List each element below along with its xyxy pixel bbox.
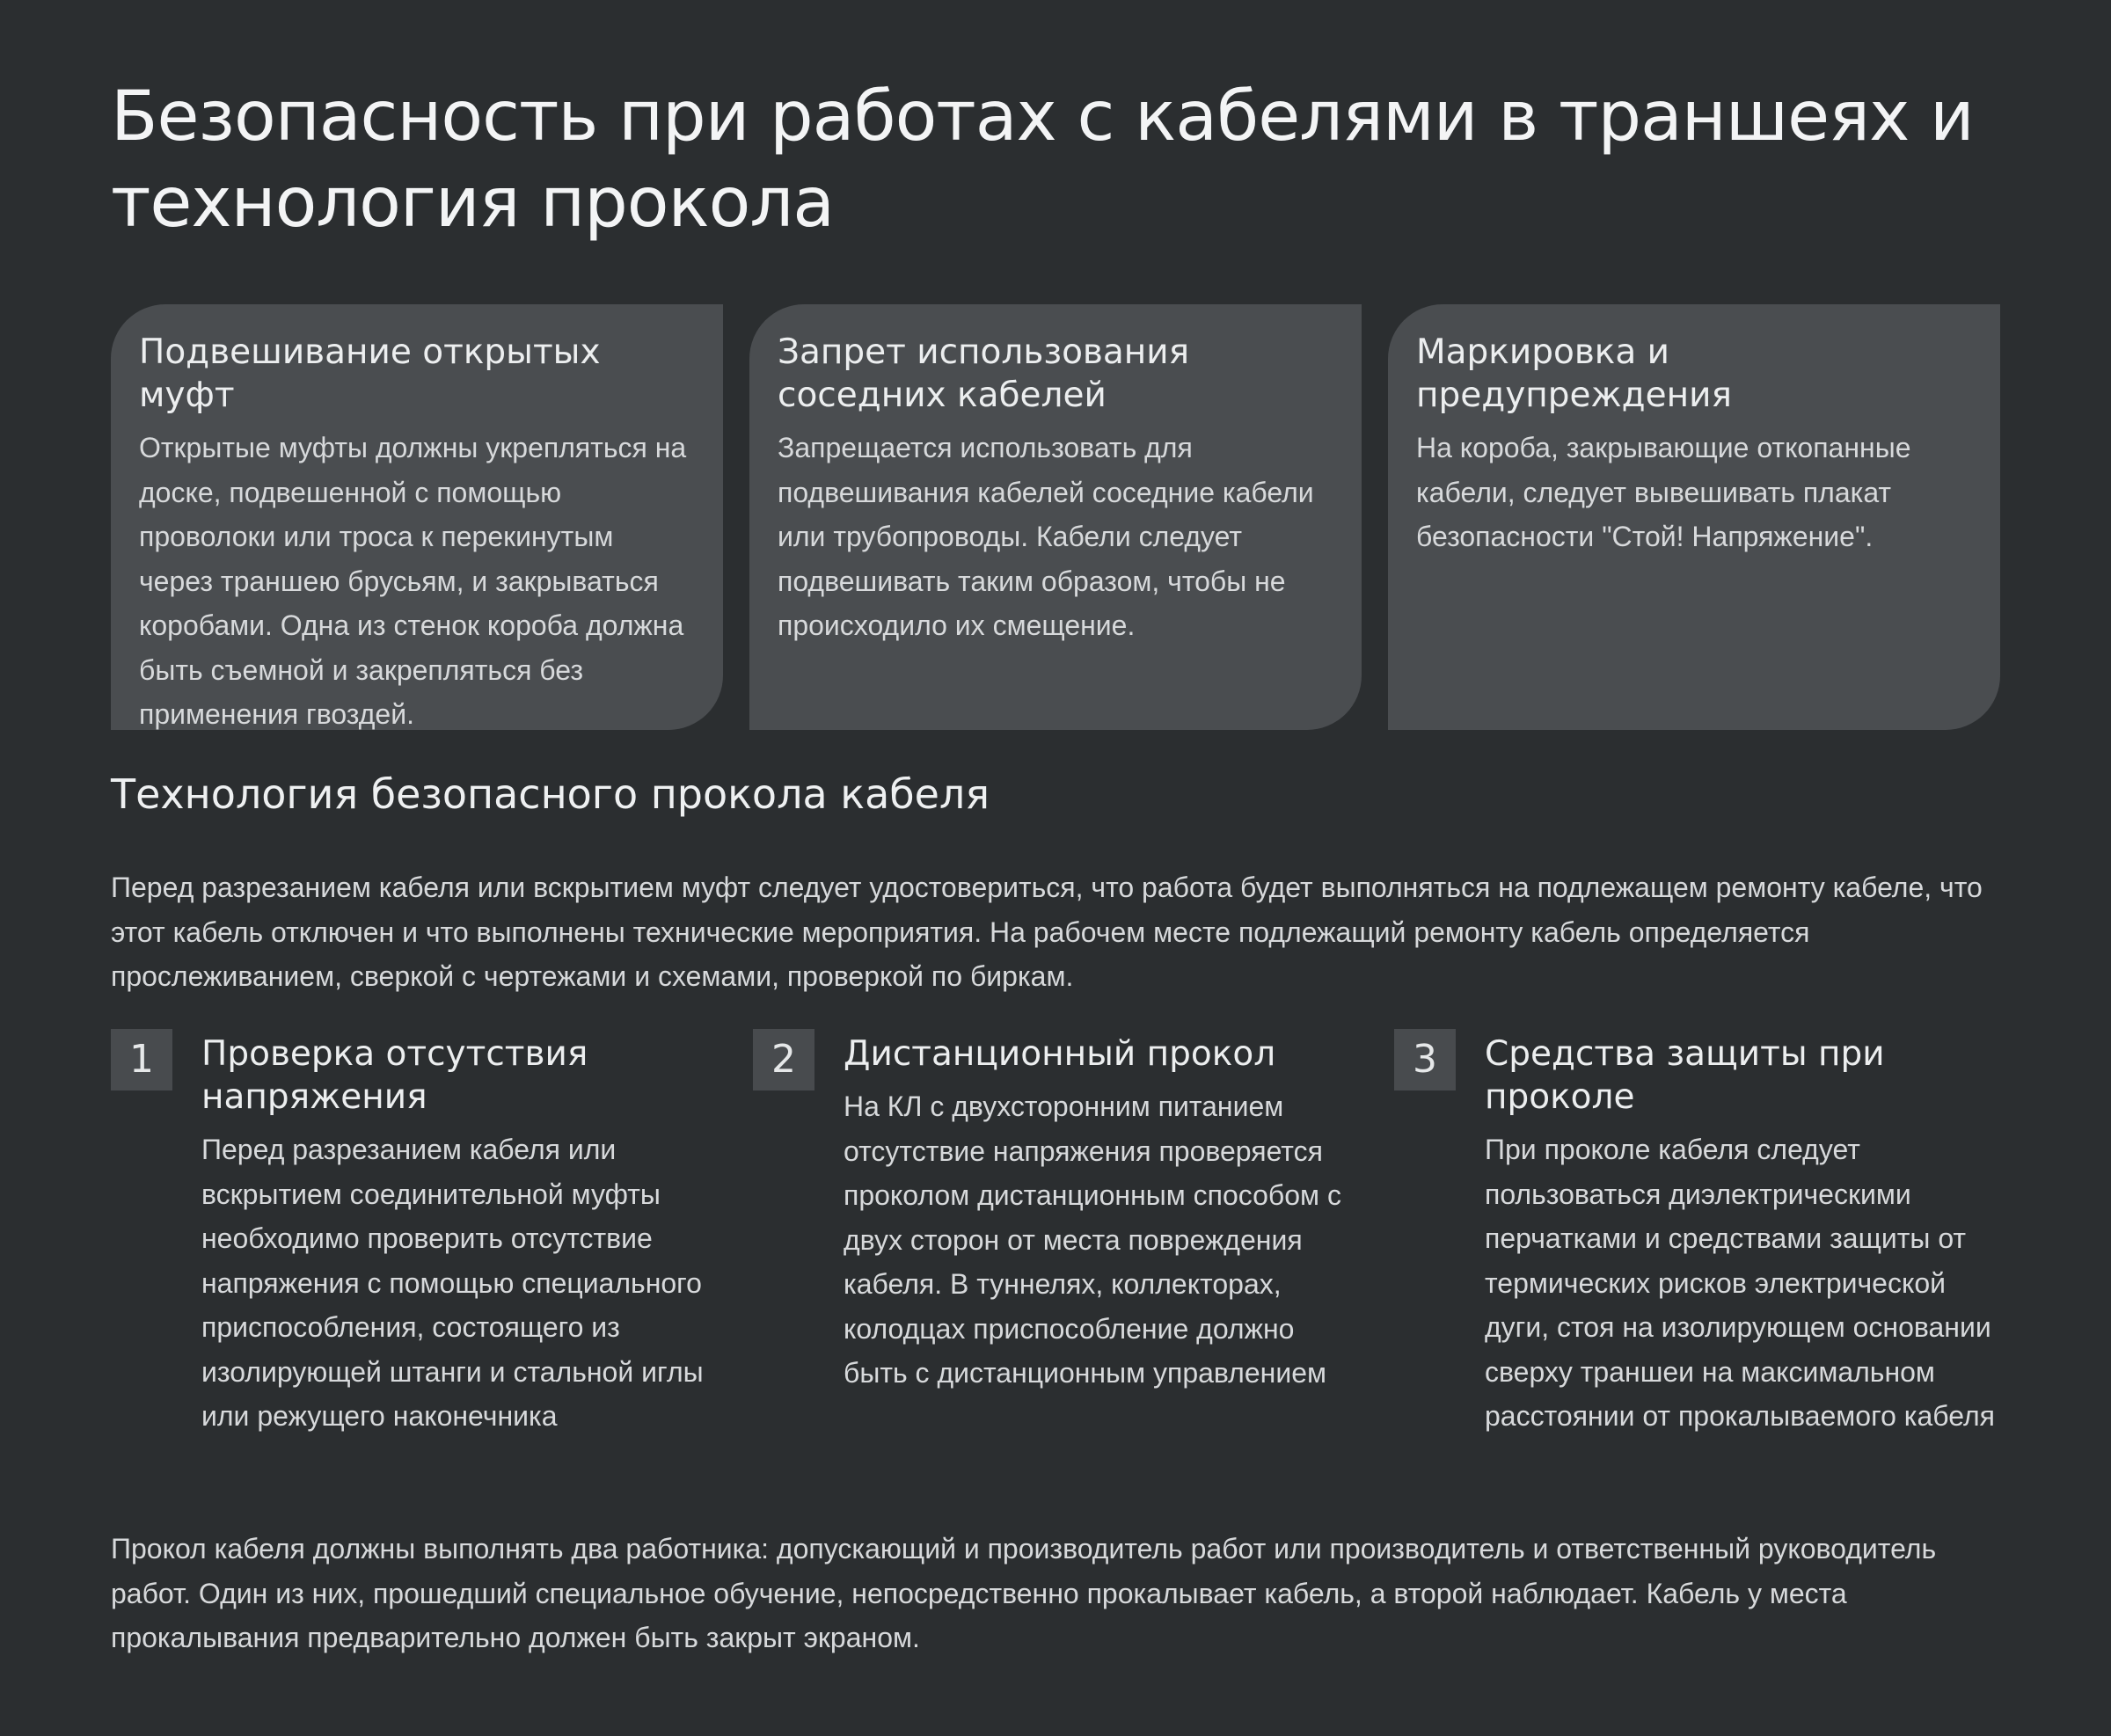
safety-cards (111, 304, 2000, 730)
card-text: Открытые муфты должны укрепляться на доске, подвешенной с помощью проволоки или троса к перекинутым через траншею брусьям, и закрываться коробами. Одна из стенок короба должна быть съемной и закрепляться без применения гвоздей. (139, 432, 687, 730)
step-text: При проколе кабеля следует пользоваться диэлектрическими перчатками и средствами защиты от термических рисков электрической дуги, стоя на изолирующем основании сверху траншеи на максимальном расстоянии от прокалываемого кабеля (1485, 1134, 1995, 1432)
steps-list (111, 1029, 2000, 1504)
step-number-badge: 2 (753, 1029, 814, 1090)
step-number-badge: 3 (1394, 1029, 1456, 1090)
card-text: Запрещается использовать для подвешивания кабелей соседние кабели или трубопроводы. Кабели следует подвешивать таким образом, чтобы не происходило их смещение. (778, 432, 1314, 641)
step-number-badge: 1 (111, 1029, 172, 1090)
step-title: Дистанционный прокол (844, 1034, 1276, 1074)
card-suspension (111, 304, 723, 730)
step-title: Средства защиты при проколе (1485, 1034, 1885, 1117)
card-title: Подвешивание открытых муфт (139, 332, 601, 415)
intro-paragraph: Перед разрезанием кабеля или вскрытием муфт следует удостовериться, что работа будет выполняться на подлежащем ремонту кабеле, что этот кабель отключен и что выполнены технические мероприятия. На рабочем месте подлежащий ремонту кабель определяется прослеживанием, сверкой с чертежами и схемами, проверкой по биркам. (111, 872, 1983, 992)
step-body (844, 1032, 1362, 1396)
card-text: На короба, закрывающие откопанные кабели, следует вывешивать плакат безопасности "Стой! Напряжение". (1416, 432, 1911, 552)
step-title: Проверка отсутствия напряжения (201, 1034, 588, 1117)
outro-paragraph: Прокол кабеля должны выполнять два работника: допускающий и производитель работ или производитель и ответственный руководитель работ. Один из них, прошедший специальное обучение, непосредственно прокалывает кабель, а второй наблюдает. Кабель у места прокалывания предварительно должен быть закрыт экраном. (111, 1533, 1937, 1653)
section-title: Технология безопасного прокола кабеля (111, 770, 990, 818)
card-marking (1388, 304, 2000, 730)
step-body (1485, 1032, 2004, 1439)
step-text: Перед разрезанием кабеля или вскрытием соединительной муфты необходимо проверить отсутствие напряжения с помощью специального приспособления, состоящего из изолирующей штанги и стальной иглы или режущего наконечника (201, 1134, 704, 1432)
card-title: Запрет использования соседних кабелей (778, 332, 1190, 415)
page-title: Безопасность при работах с кабелями в траншеях и технология прокола (111, 77, 1974, 243)
step-body (201, 1032, 720, 1439)
step-text: На КЛ с двухсторонним питанием отсутствие напряжения проверяется проколом дистанционным способом с двух сторон от места повреждения кабеля. В туннелях, коллекторах, колодцах приспособление должно быть с дистанционным управлением (844, 1090, 1341, 1389)
card-prohibition (749, 304, 1362, 730)
card-title: Маркировка и предупреждения (1416, 332, 1732, 415)
